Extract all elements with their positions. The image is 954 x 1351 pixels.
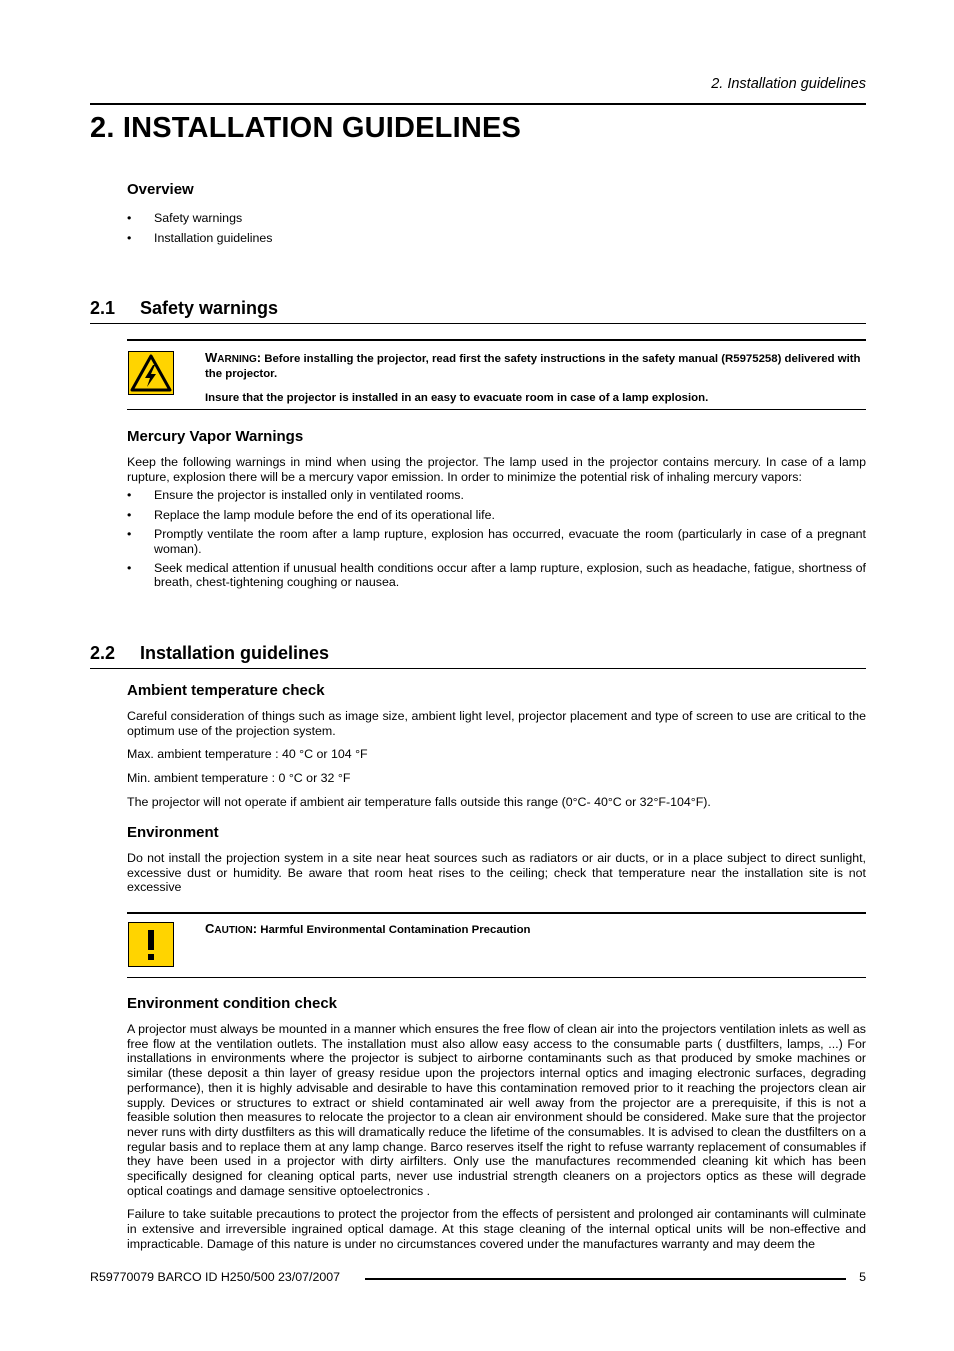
overview-heading: Overview	[127, 181, 194, 198]
environment-block	[127, 824, 866, 895]
header-rule	[90, 103, 866, 105]
section-number: 2.1	[90, 298, 116, 318]
mercury-item: • Replace the lamp module before the end of its operational life.	[127, 508, 866, 523]
mercury-item: • Promptly ventilate the room after a lamp rupture, explosion has occurred, evacuate the room (particularly in case of a pregnant woman).	[127, 527, 866, 556]
ambient-heading: Ambient temperature check	[127, 682, 325, 699]
condition-paragraph-1: A projector must always be mounted in a manner which ensures the free flow of clean air into the projectors ventilation inlets as well as free flow at the ventilation outlets. The installation must also allow easy access to the consumable parts ( dustfilters, lamps, ...) For installations in environments where the projector is subject to airborne contaminants such as that produced by smoke machines or similar (these deposit a thin layer of greasy residue upon the projectors internal optics and imaging electronic surfaces, degrading performance), then it is highly advisable and desirable to have this contamination removed prior to it reaching the projectors clean air supply. Devices or structures to extract or shield contaminated air well away from the projector are a prerequisite, if this is not a feasible solution then measures to relocate the projector to a clean air environment should be considered. Make sure that the projector never runs with dirty dustfilters as this will dramatically reduce the lifetime of the consumables. It is advised to clean the dustfilters on a regular basis and to replace them at any lamp change. Barco reserves itself the right to refuse warranty replacement of consumables if they have been used in a projector with dirty airfilters. Only use the manufactures recommended cleaning kit which has been specifically designed for cleaning optical parts, never use industrial strength cleaners on a projectors optics as these will degrade optical coatings and damage sensitive optoelectronics .	[127, 1022, 866, 1198]
condition-block	[127, 995, 866, 1252]
ambient-min-temperature: Min. ambient temperature : 0 °C or 32 °F	[127, 771, 351, 786]
caution-message: Harmful Environmental Contamination Precaution	[257, 924, 531, 936]
mercury-item: • Ensure the projector is installed only in ventilated rooms.	[127, 488, 866, 503]
warning-text	[205, 350, 866, 406]
condition-heading: Environment condition check	[127, 995, 338, 1012]
footer-page-number: 5	[859, 1270, 866, 1284]
mercury-item: • Seek medical attention if unusual health conditions occur after a lamp rupture, explosion, such as headache, fatigue, shortness of breath, chest-tightening coughing or nausea.	[127, 561, 866, 590]
warning-notice	[127, 339, 866, 410]
exclamation-warning-icon	[128, 922, 174, 967]
section-title-text: Safety warnings	[140, 298, 279, 318]
caution-text	[205, 921, 866, 938]
section-number: 2.2	[90, 643, 116, 663]
section-title-text: Installation guidelines	[140, 643, 330, 663]
high-voltage-warning-icon	[128, 351, 174, 395]
footer-doc-reference: R59770079 BARCO ID H250/500 23/07/2007	[90, 1270, 341, 1284]
mercury-intro: Keep the following warnings in mind when using the projector. The lamp used in the projector contains mercury. In case of a lamp rupture, explosion there will be a mercury vapor emission. In order to minimize the potential risk of inhaling mercury vapors:	[127, 455, 866, 484]
ambient-range-note: The projector will not operate if ambient air temperature falls outside this range (0°C- 40°C or 32°F-104°F).	[127, 794, 711, 809]
ambient-block	[127, 682, 866, 810]
footer-rule	[365, 1278, 846, 1280]
caution-notice	[127, 912, 866, 978]
mercury-list	[127, 488, 866, 590]
environment-heading: Environment	[127, 824, 219, 841]
overview-item: • Safety warnings	[127, 211, 866, 226]
environment-paragraph: Do not install the projection system in a site near heat sources such as radiators or air ducts, or in a place subject to direct sunlight, excessive dust or humidity. Be aware that room heat rises to the ceiling; check that temperature near the installation site is not excessive	[127, 851, 866, 895]
ambient-max-temperature: Max. ambient temperature : 40 °C or 104 °F	[127, 747, 368, 762]
overview-block	[127, 181, 866, 245]
mercury-block	[127, 428, 866, 590]
overview-item: • Installation guidelines	[127, 231, 866, 246]
condition-paragraph-2: Failure to take suitable precautions to protect the projector from the effects of persistent and prolonged air contaminants will culminate in extensive and irreversible ingrained optical damage. At this stage cleaning of the internal optical units will be non-effective and impracticable. Damage of this nature is under no circumstances covered under the manufactures warranty and may deem the	[127, 1207, 866, 1251]
running-header: 2. Installation guidelines	[711, 76, 866, 92]
warning-text-2: Insure that the projector is installed in an easy to evacuate room in case of a lamp explosion.	[205, 392, 709, 404]
section-title-installation-guidelines	[90, 643, 866, 669]
warning-text-1: Before installing the projector, read first the safety instructions in the safety manual (R5975258) delivered with the projector.	[205, 353, 861, 380]
overview-list	[127, 211, 866, 245]
ambient-paragraph: Careful consideration of things such as image size, ambient light level, projector placement and type of screen to use are critical to the optimum use of the projection system.	[127, 709, 866, 738]
caution-label: CAUTION:	[205, 921, 258, 936]
mercury-heading: Mercury Vapor Warnings	[127, 428, 304, 445]
warning-label: WARNING:	[205, 350, 262, 365]
chapter-title: 2. INSTALLATION GUIDELINES	[90, 112, 522, 144]
section-title-safety-warnings	[90, 298, 866, 324]
